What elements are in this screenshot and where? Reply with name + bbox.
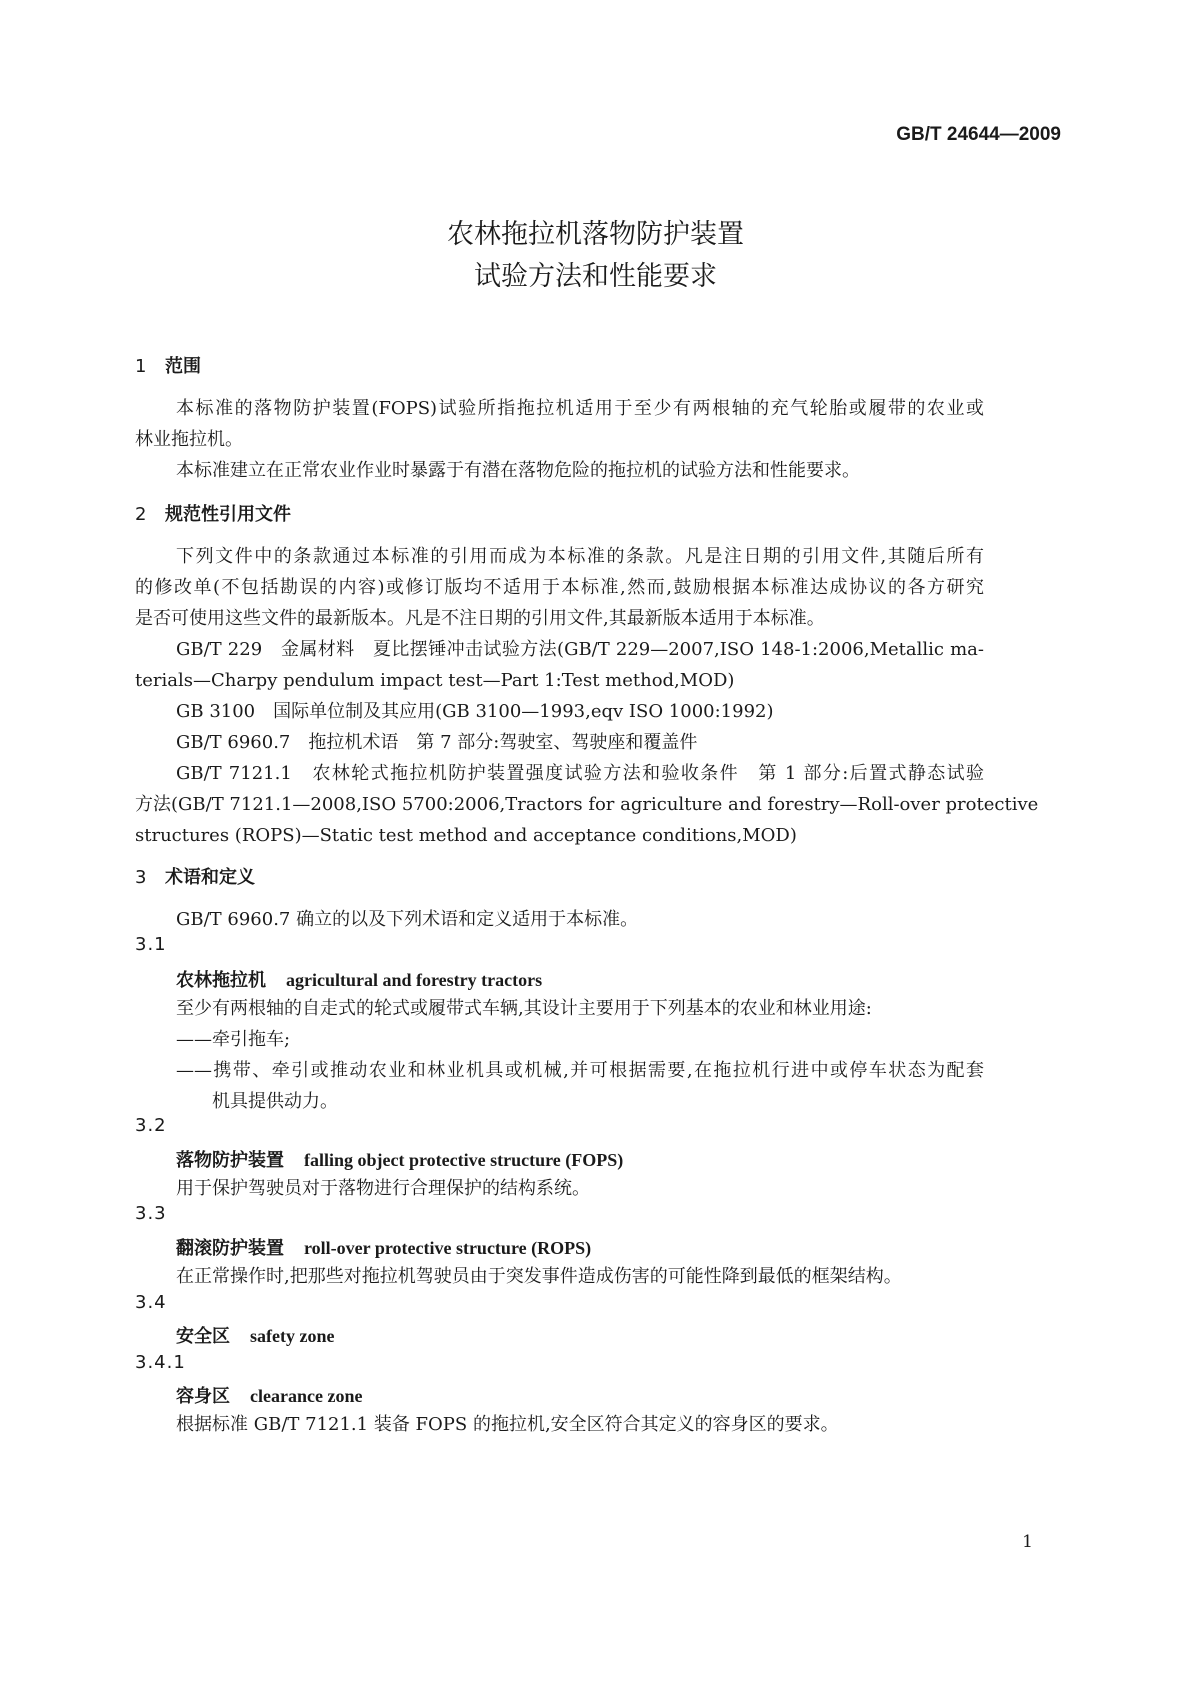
- term-en: roll-over protective structure (ROPS): [304, 1238, 592, 1258]
- term-zh: 农林拖拉机: [176, 970, 266, 991]
- reference-item: terials—Charpy pendulum impact test—Part 1:Test method,MOD): [135, 670, 735, 691]
- standard-code: GB/T 24644—2009: [896, 124, 1061, 145]
- paragraph: 本标准的落物防护装置(FOPS)试验所指拖拉机适用于至少有两根轴的充气轮胎或履带的农业或: [176, 398, 984, 419]
- document-title-line1: 农林拖拉机落物防护装置: [447, 219, 744, 250]
- term-definition: 根据标准 GB/T 7121.1 装备 FOPS 的拖拉机,安全区符合其定义的容身区的要求。: [176, 1414, 839, 1435]
- term-number: 3.3: [135, 1203, 167, 1224]
- term-definition: 用于保护驾驶员对于落物进行合理保护的结构系统。: [176, 1178, 590, 1199]
- term-definition: 至少有两根轴的自走式的轮式或履带式车辆,其设计主要用于下列基本的农业和林业用途:: [176, 998, 872, 1019]
- term-heading: [176, 1146, 623, 1172]
- paragraph: 下列文件中的条款通过本标准的引用而成为本标准的条款。凡是注日期的引用文件,其随后所有: [176, 546, 984, 567]
- section-title: 规范性引用文件: [165, 504, 291, 525]
- term-en: falling object protective structure (FOPS): [304, 1150, 624, 1170]
- paragraph: 本标准建立在正常农业作业时暴露于有潜在落物危险的拖拉机的试验方法和性能要求。: [176, 460, 860, 481]
- reference-item: GB/T 229 金属材料 夏比摆锤冲击试验方法(GB/T 229—2007,ISO 148-1:2006,Metallic ma-: [176, 639, 984, 660]
- term-definition: 在正常操作时,把那些对拖拉机驾驶员由于突发事件造成伤害的可能性降到最低的框架结构。: [176, 1266, 902, 1287]
- term-number: 3.1: [135, 934, 167, 955]
- term-zh: 安全区: [176, 1326, 230, 1347]
- term-number: 3.4.1: [135, 1352, 186, 1373]
- section-title: 范围: [165, 356, 201, 377]
- document-title-line2: 试验方法和性能要求: [474, 261, 717, 292]
- reference-item: 方法(GB/T 7121.1—2008,ISO 5700:2006,Tractors for agriculture and forestry—Roll-over protective: [135, 794, 1039, 815]
- term-heading: [176, 1234, 591, 1260]
- term-en: agricultural and forestry tractors: [286, 970, 543, 990]
- paragraph: 林业拖拉机。: [135, 429, 243, 450]
- reference-item: GB/T 6960.7 拖拉机术语 第 7 部分:驾驶室、驾驶座和覆盖件: [176, 732, 698, 753]
- section-2-heading: [135, 500, 291, 526]
- section-number: 2: [135, 504, 147, 525]
- section-title: 术语和定义: [165, 867, 255, 888]
- list-item: ——牵引拖车;: [176, 1029, 291, 1050]
- term-en: safety zone: [250, 1326, 335, 1346]
- paragraph: 是否可使用这些文件的最新版本。凡是不注日期的引用文件,其最新版本适用于本标准。: [135, 608, 825, 629]
- section-3-heading: [135, 863, 255, 889]
- section-number: 3: [135, 867, 147, 888]
- section-1-heading: [135, 352, 201, 378]
- term-en: clearance zone: [250, 1386, 363, 1406]
- page-number: 1: [1022, 1532, 1033, 1552]
- reference-item: GB/T 7121.1 农林轮式拖拉机防护装置强度试验方法和验收条件 第 1 部分:后置式静态试验: [176, 763, 984, 784]
- reference-item: structures (ROPS)—Static test method and acceptance conditions,MOD): [135, 825, 797, 846]
- term-number: 3.2: [135, 1115, 167, 1136]
- list-item-continuation: 机具提供动力。: [212, 1091, 338, 1112]
- section-number: 1: [135, 356, 147, 377]
- term-zh: 容身区: [176, 1386, 230, 1407]
- term-heading: [176, 1322, 334, 1348]
- paragraph: GB/T 6960.7 确立的以及下列术语和定义适用于本标准。: [176, 909, 639, 930]
- paragraph: 的修改单(不包括勘误的内容)或修订版均不适用于本标准,然而,鼓励根据本标准达成协议的各方研究: [135, 577, 984, 598]
- list-item: ——携带、牵引或推动农业和林业机具或机械,并可根据需要,在拖拉机行进中或停车状态为配套: [176, 1060, 984, 1081]
- term-zh: 翻滚防护装置: [176, 1238, 284, 1259]
- term-heading: [176, 966, 542, 992]
- term-zh: 落物防护装置: [176, 1150, 284, 1171]
- term-number: 3.4: [135, 1292, 167, 1313]
- term-heading: [176, 1382, 362, 1408]
- reference-item: GB 3100 国际单位制及其应用(GB 3100—1993,eqv ISO 1000:1992): [176, 701, 774, 722]
